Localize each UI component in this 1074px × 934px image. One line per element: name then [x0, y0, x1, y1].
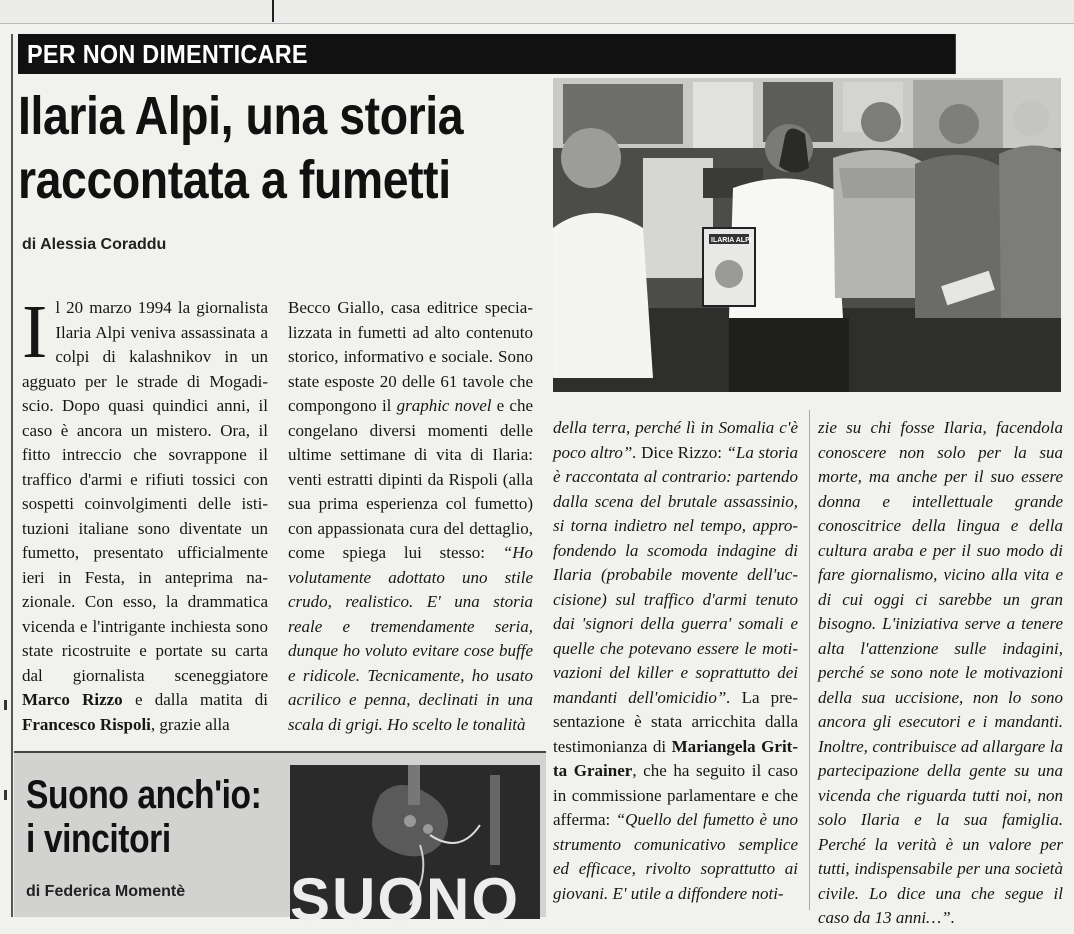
book-label: ILARIA ALPI — [711, 237, 752, 244]
box-title-line-1: Suono anch'io: — [26, 773, 262, 817]
article-column-1 — [22, 290, 269, 737]
article-headline — [18, 84, 500, 212]
box-title — [26, 773, 261, 861]
fold-line — [272, 0, 274, 22]
photo-presenters-illustration — [553, 78, 1061, 392]
box-title-line-2: i vincitori — [26, 817, 171, 861]
drop-cap: I — [22, 290, 48, 374]
box-photo-caption: SUONO — [290, 866, 521, 933]
italic-term: graphic novel — [396, 396, 492, 415]
column-text: Dice Rizzo: — [636, 442, 727, 462]
article-photo — [553, 78, 1061, 392]
column-divider — [809, 410, 810, 910]
box-photo — [290, 765, 540, 933]
section-label: PER NON DIMENTICARE — [18, 34, 956, 74]
column-text: e che congelano diversi momenti delle ultime settimane di vita di Ilaria: venti estratti dipinti da Rispoli (alla sua prima esperienza col fumetto) con appassionata cura del dettaglio, come spiega lui stesso: — [288, 396, 533, 562]
column-text: La presentazione è stata arricchita dalla testimonianza di — [553, 687, 798, 756]
article-byline: di Alessia Coraddu — [22, 236, 167, 253]
column-text: e dalla matita di — [122, 690, 269, 709]
author-name-rizzo: Marco Rizzo — [22, 690, 123, 709]
scan-mark — [4, 790, 7, 800]
headline-line-2: raccontata a fumetti — [18, 150, 451, 210]
quote-rizzo: “La storia è raccontata al contrario: partendo dalla scena del brutale assassinio, si torna indietro nel tempo, approfondendo la scomoda indagine di Ilaria (probabile movente dell'uccisione) sul traffico d'armi tenuto dai 'signori della guerra' somali e quelle che potevano essere le motivazioni del killer e soprattutto dei mandanti dell'omicidio”. — [553, 442, 799, 707]
column-text: , grazie alla — [150, 714, 230, 734]
article-column-4 — [818, 416, 1063, 931]
sidebar-box — [14, 751, 546, 933]
column-text: l 20 marzo 1994 la giornalista Ilaria Alpi veniva assassinata a colpi di kalashnikov in un agguato per le strade di Mogadiscio. Dopo quasi quindici anni, il caso è ancora un mistero. Ora, il fitto intreccio che sovrappone il traffico d'armi e rifiuti tossici con sospetti coinvolgimenti delle istituzioni italiane sono diventate un fumetto, presentato ufficialmente ieri in Festa, in anteprima nazionale. Con esso, la drammatica vicenda e l'intrigante inchiesta sono state ricostruite e portate su carta dal giornalista sceneggiatore — [22, 298, 268, 685]
top-margin-strip — [0, 0, 1074, 24]
quote-rispoli: “Ho volutamente adottato uno stile crudo, realistico. E' una storia reale e tremendamente seria, dunque ho voluto evitare cose buffe e ridicole. Tecnicamente, ho usato acrilico e penna, declinati in una scala di grigi. Ho scelto le tonalità — [288, 543, 533, 734]
column-text: , che ha seguito il caso in commissione parlamentare e che afferma: — [553, 761, 798, 829]
illustrator-name-rispoli: Francesco Rispoli — [22, 714, 151, 734]
article-column-3 — [553, 416, 798, 906]
scan-mark — [4, 700, 7, 710]
left-column-rule — [11, 34, 13, 917]
headline-line-1: Ilaria Alpi, una storia — [18, 86, 464, 146]
witness-name: Mariangela Gritta Grainer — [553, 736, 798, 780]
quote-grainer-continued: zie su chi fosse Ilaria, facendola conoscere non solo per la sua morte, ma anche per il suo essere donna e intellettuale grande conoscitrice della lingua e della cultura araba e per il suo modo di fare giornalismo, vicino alla vita e di cui oggi ci sarebbe un gran bisogno. L'iniziativa serve a tenere alta l'attenzione sulle indagini, perché se sono note le motivazioni della sua uccisione, non lo sono ancora gli esecutori e i mandanti. Inoltre, contribuisce ad allargare la partecipazione della gente su una vicenda che riguarda tutti noi, non solo Ilaria e la sua famiglia. Perché la verità è un valore per tutti, indispensabile per una società civile. Lo dice una che segue il caso da 13 anni…”. — [818, 418, 1063, 927]
box-byline: di Federica Momentè — [26, 883, 186, 900]
quote-grainer: “Quello del fumetto è uno strumento comunicativo semplice ed efficace, rivolto soprattutto ai giovani. E' utile a diffondere noti- — [553, 810, 798, 903]
column-text: Becco Giallo, casa editrice specializzata in fumetti ad alto contenuto storico, informativo e sociale. Sono state esposte 20 delle 61 tavole che compongono il — [288, 298, 533, 415]
quote-text: della terra, perché lì in Somalia c'è poco altro”. — [553, 418, 798, 462]
article-column-2 — [288, 296, 533, 737]
